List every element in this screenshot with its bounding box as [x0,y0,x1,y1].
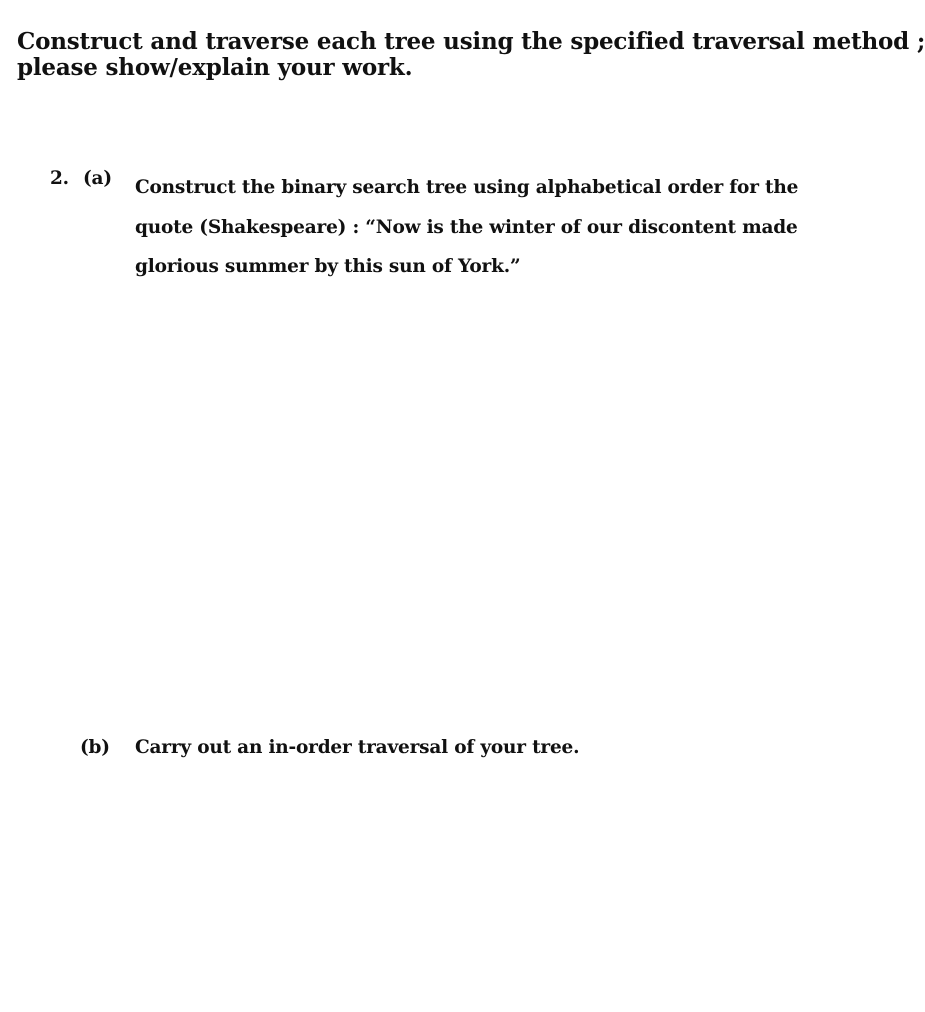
instructions-line-2: please show/explain your work. [17,54,413,81]
part-a-line-3: glorious summer by this sun of York.” [135,256,521,277]
instructions-heading [17,28,925,81]
part-b-label: (b) [80,737,110,758]
part-a-line-1: Construct the binary search tree using alphabetical order for the [135,177,799,198]
question-number: 2. [50,168,69,189]
part-a-text [135,168,798,287]
part-a-label: (a) [83,168,112,189]
instructions-line-1: Construct and traverse each tree using the specified traversal method ; [17,28,925,55]
part-a-line-2: quote (Shakespeare) : “Now is the winter of our discontent made [135,216,798,238]
part-b-text: Carry out an in-order traversal of your tree. [135,737,580,758]
